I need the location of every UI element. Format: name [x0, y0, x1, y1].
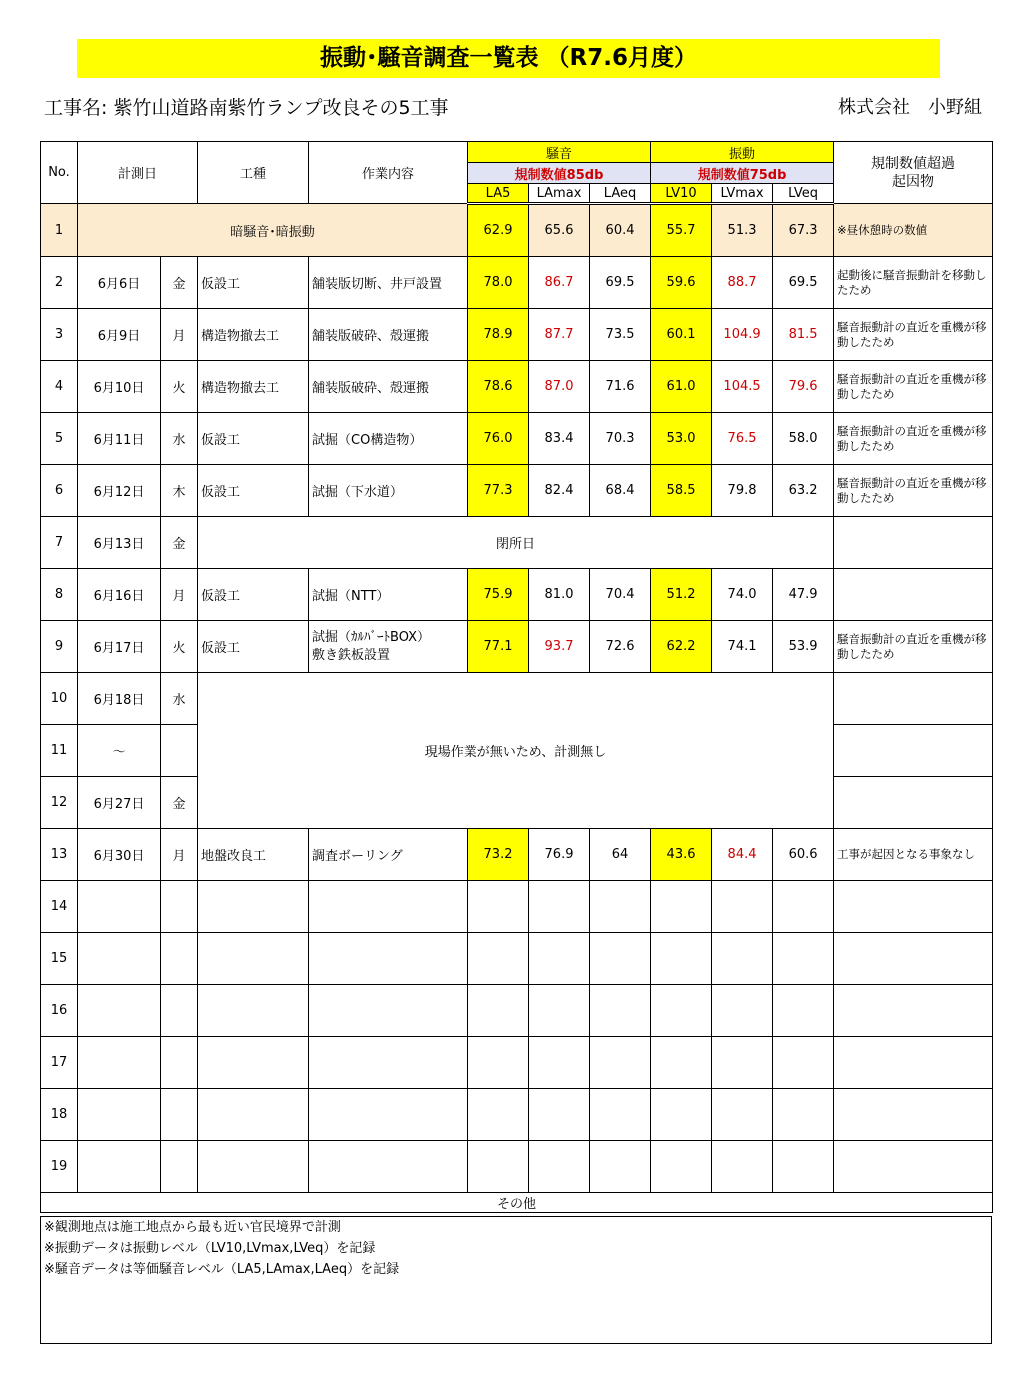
lv10-value: 59.6: [651, 257, 712, 309]
lveq-value: 58.0: [773, 413, 834, 465]
table-row: [41, 1089, 993, 1141]
row-no: 2: [41, 257, 78, 309]
row-no: 1: [41, 204, 78, 257]
table-row: [41, 985, 993, 1037]
la5-value: 78.6: [468, 361, 529, 413]
table-row: [41, 517, 993, 569]
lv10-value: 51.2: [651, 569, 712, 621]
no-work-note: 現場作業が無いため、計測無し: [198, 673, 834, 829]
ambient-label: 暗騒音･暗振動: [78, 204, 468, 257]
lamax-value: 65.6: [529, 204, 590, 257]
table-row: [41, 204, 993, 257]
table-row: [41, 1141, 993, 1193]
row-dow: 金: [161, 777, 198, 829]
row-no: 18: [41, 1089, 78, 1141]
lvmax-value: 79.8: [712, 465, 773, 517]
cause-text: 騒音振動計の直近を重機が移動したため: [834, 361, 993, 413]
table-row: [41, 361, 993, 413]
lvmax-value: 76.5: [712, 413, 773, 465]
row-no: 19: [41, 1141, 78, 1193]
closed-day: 閉所日: [198, 517, 834, 569]
lamax-value: 76.9: [529, 829, 590, 881]
lvmax-value: 51.3: [712, 204, 773, 257]
row-type: 仮設工: [198, 621, 309, 673]
row-work: [309, 621, 468, 673]
header-lvmax: LVmax: [712, 184, 773, 204]
row-work: 舗装版破砕、殻運搬: [309, 309, 468, 361]
row-dow: 金: [161, 257, 198, 309]
lamax-value: 86.7: [529, 257, 590, 309]
row-date: 6月13日: [78, 517, 161, 569]
row-date: 6月12日: [78, 465, 161, 517]
table-row: [41, 621, 993, 673]
row-date: 6月10日: [78, 361, 161, 413]
header-cause-line2: 起因物: [892, 173, 935, 190]
header-type: 工種: [198, 142, 309, 204]
header-no: No.: [41, 142, 78, 204]
lveq-value: 47.9: [773, 569, 834, 621]
lv10-value: 60.1: [651, 309, 712, 361]
header-work: 作業内容: [309, 142, 468, 204]
row-no: 9: [41, 621, 78, 673]
notes-box: [40, 1216, 992, 1344]
cause-text: [834, 517, 993, 569]
row-no: 12: [41, 777, 78, 829]
row-no: 10: [41, 673, 78, 725]
row-work: 舗装版破砕、殻運搬: [309, 361, 468, 413]
row-no: 5: [41, 413, 78, 465]
laeq-value: 71.6: [590, 361, 651, 413]
project-name: 工事名: 紫竹山道路南紫竹ランプ改良その5工事: [44, 97, 449, 119]
lamax-value: 82.4: [529, 465, 590, 517]
row-no: 15: [41, 933, 78, 985]
row-dow: 火: [161, 361, 198, 413]
row-dow: 月: [161, 309, 198, 361]
cause-text: 騒音振動計の直近を重機が移動したため: [834, 413, 993, 465]
row-no: 8: [41, 569, 78, 621]
lvmax-value: 74.0: [712, 569, 773, 621]
row-no: 11: [41, 725, 78, 777]
lveq-value: 81.5: [773, 309, 834, 361]
table-row: [41, 673, 993, 725]
lveq-value: 53.9: [773, 621, 834, 673]
lvmax-value: 104.5: [712, 361, 773, 413]
row-work: 試掘（NTT）: [309, 569, 468, 621]
table-row: [41, 881, 993, 933]
la5-value: 77.3: [468, 465, 529, 517]
lveq-value: 63.2: [773, 465, 834, 517]
row-no: 14: [41, 881, 78, 933]
row-work-line1: 試掘（ｶﾙﾊﾞｰﾄBOX）: [312, 629, 431, 645]
table-row: [41, 829, 993, 881]
row-work-line2: 敷き鉄板設置: [312, 647, 391, 663]
laeq-value: 68.4: [590, 465, 651, 517]
row-date: 6月18日: [78, 673, 161, 725]
la5-value: 73.2: [468, 829, 529, 881]
page-title: 振動･騒音調査一覧表 （R7.6月度）: [77, 39, 940, 78]
row-type: 構造物撤去工: [198, 309, 309, 361]
row-type: 仮設工: [198, 465, 309, 517]
table-row: [41, 257, 993, 309]
laeq-value: 70.4: [590, 569, 651, 621]
other-section-header: その他: [41, 1193, 993, 1213]
lv10-value: 61.0: [651, 361, 712, 413]
lv10-value: 58.5: [651, 465, 712, 517]
row-type: 仮設工: [198, 413, 309, 465]
la5-value: 78.9: [468, 309, 529, 361]
cause-text: 騒音振動計の直近を重機が移動したため: [834, 621, 993, 673]
row-dow: 火: [161, 621, 198, 673]
laeq-value: 72.6: [590, 621, 651, 673]
row-date: 6月30日: [78, 829, 161, 881]
lv10-value: 53.0: [651, 413, 712, 465]
row-date: 6月6日: [78, 257, 161, 309]
cause-text: [834, 569, 993, 621]
la5-value: 77.1: [468, 621, 529, 673]
row-dow: 月: [161, 569, 198, 621]
header-vibration: 振動: [651, 142, 834, 163]
laeq-value: 64: [590, 829, 651, 881]
header-la5: LA5: [468, 184, 529, 204]
lamax-value: 87.0: [529, 361, 590, 413]
row-no: 3: [41, 309, 78, 361]
la5-value: 75.9: [468, 569, 529, 621]
row-no: 13: [41, 829, 78, 881]
la5-value: 78.0: [468, 257, 529, 309]
lvmax-value: 88.7: [712, 257, 773, 309]
vibration-limit: 規制数値75db: [651, 163, 834, 184]
header-laeq: LAeq: [590, 184, 651, 204]
laeq-value: 73.5: [590, 309, 651, 361]
lv10-value: 43.6: [651, 829, 712, 881]
table-row: [41, 413, 993, 465]
cause-text: 騒音振動計の直近を重機が移動したため: [834, 465, 993, 517]
lv10-value: 62.2: [651, 621, 712, 673]
lveq-value: 79.6: [773, 361, 834, 413]
row-no: 17: [41, 1037, 78, 1089]
row-dow: 月: [161, 829, 198, 881]
row-work: 舗装版切断、井戸設置: [309, 257, 468, 309]
row-dow: 木: [161, 465, 198, 517]
cause-text: 工事が起因となる事象なし: [834, 829, 993, 881]
lveq-value: 69.5: [773, 257, 834, 309]
lv10-value: 55.7: [651, 204, 712, 257]
cause-text: [834, 673, 993, 725]
laeq-value: 69.5: [590, 257, 651, 309]
cause-text: [834, 725, 993, 777]
row-no: 6: [41, 465, 78, 517]
header-lveq: LVeq: [773, 184, 834, 204]
header-cause: [834, 142, 993, 204]
row-dow: 水: [161, 673, 198, 725]
lamax-value: 81.0: [529, 569, 590, 621]
row-no: 4: [41, 361, 78, 413]
note-line: ※振動データは振動レベル（LV10,LVmax,LVeq）を記録: [44, 1241, 376, 1256]
lveq-value: 60.6: [773, 829, 834, 881]
row-work: 調査ボーリング: [309, 829, 468, 881]
cause-text: 起動後に騒音振動計を移動したため: [834, 257, 993, 309]
row-type: 構造物撤去工: [198, 361, 309, 413]
table-row: [41, 309, 993, 361]
row-work: 試掘（下水道）: [309, 465, 468, 517]
row-no: 16: [41, 985, 78, 1037]
lvmax-value: 74.1: [712, 621, 773, 673]
lvmax-value: 84.4: [712, 829, 773, 881]
cause-text: ※昼休憩時の数値: [834, 204, 993, 257]
lamax-value: 83.4: [529, 413, 590, 465]
la5-value: 76.0: [468, 413, 529, 465]
lamax-value: 87.7: [529, 309, 590, 361]
noise-limit: 規制数値85db: [468, 163, 651, 184]
row-dow: 水: [161, 413, 198, 465]
table-row: [41, 1037, 993, 1089]
row-date: 6月17日: [78, 621, 161, 673]
lveq-value: 67.3: [773, 204, 834, 257]
row-date: 6月16日: [78, 569, 161, 621]
table-row: [41, 569, 993, 621]
row-type: 仮設工: [198, 569, 309, 621]
header-lamax: LAmax: [529, 184, 590, 204]
row-type: 仮設工: [198, 257, 309, 309]
laeq-value: 60.4: [590, 204, 651, 257]
row-dow: 金: [161, 517, 198, 569]
row-dow: [161, 725, 198, 777]
header-noise: 騒音: [468, 142, 651, 163]
la5-value: 62.9: [468, 204, 529, 257]
lamax-value: 93.7: [529, 621, 590, 673]
survey-table: [40, 141, 993, 1213]
row-type: 地盤改良工: [198, 829, 309, 881]
row-date: 6月27日: [78, 777, 161, 829]
cause-text: 騒音振動計の直近を重機が移動したため: [834, 309, 993, 361]
header-lv10: LV10: [651, 184, 712, 204]
table-row: [41, 933, 993, 985]
company-name: 株式会社 小野組: [838, 97, 982, 118]
table-row: [41, 465, 993, 517]
lvmax-value: 104.9: [712, 309, 773, 361]
row-date: 6月11日: [78, 413, 161, 465]
note-line: ※観測地点は施工地点から最も近い官民境界で計測: [44, 1220, 341, 1235]
row-date: 6月9日: [78, 309, 161, 361]
note-line: ※騒音データは等価騒音レベル（LA5,LAmax,LAeq）を記録: [44, 1262, 400, 1277]
header-date: 計測日: [78, 142, 198, 204]
row-work: 試掘（CO構造物）: [309, 413, 468, 465]
row-no: 7: [41, 517, 78, 569]
laeq-value: 70.3: [590, 413, 651, 465]
header-cause-line1: 規制数値超過: [871, 155, 956, 172]
cause-text: [834, 777, 993, 829]
row-date: ～: [78, 725, 161, 777]
